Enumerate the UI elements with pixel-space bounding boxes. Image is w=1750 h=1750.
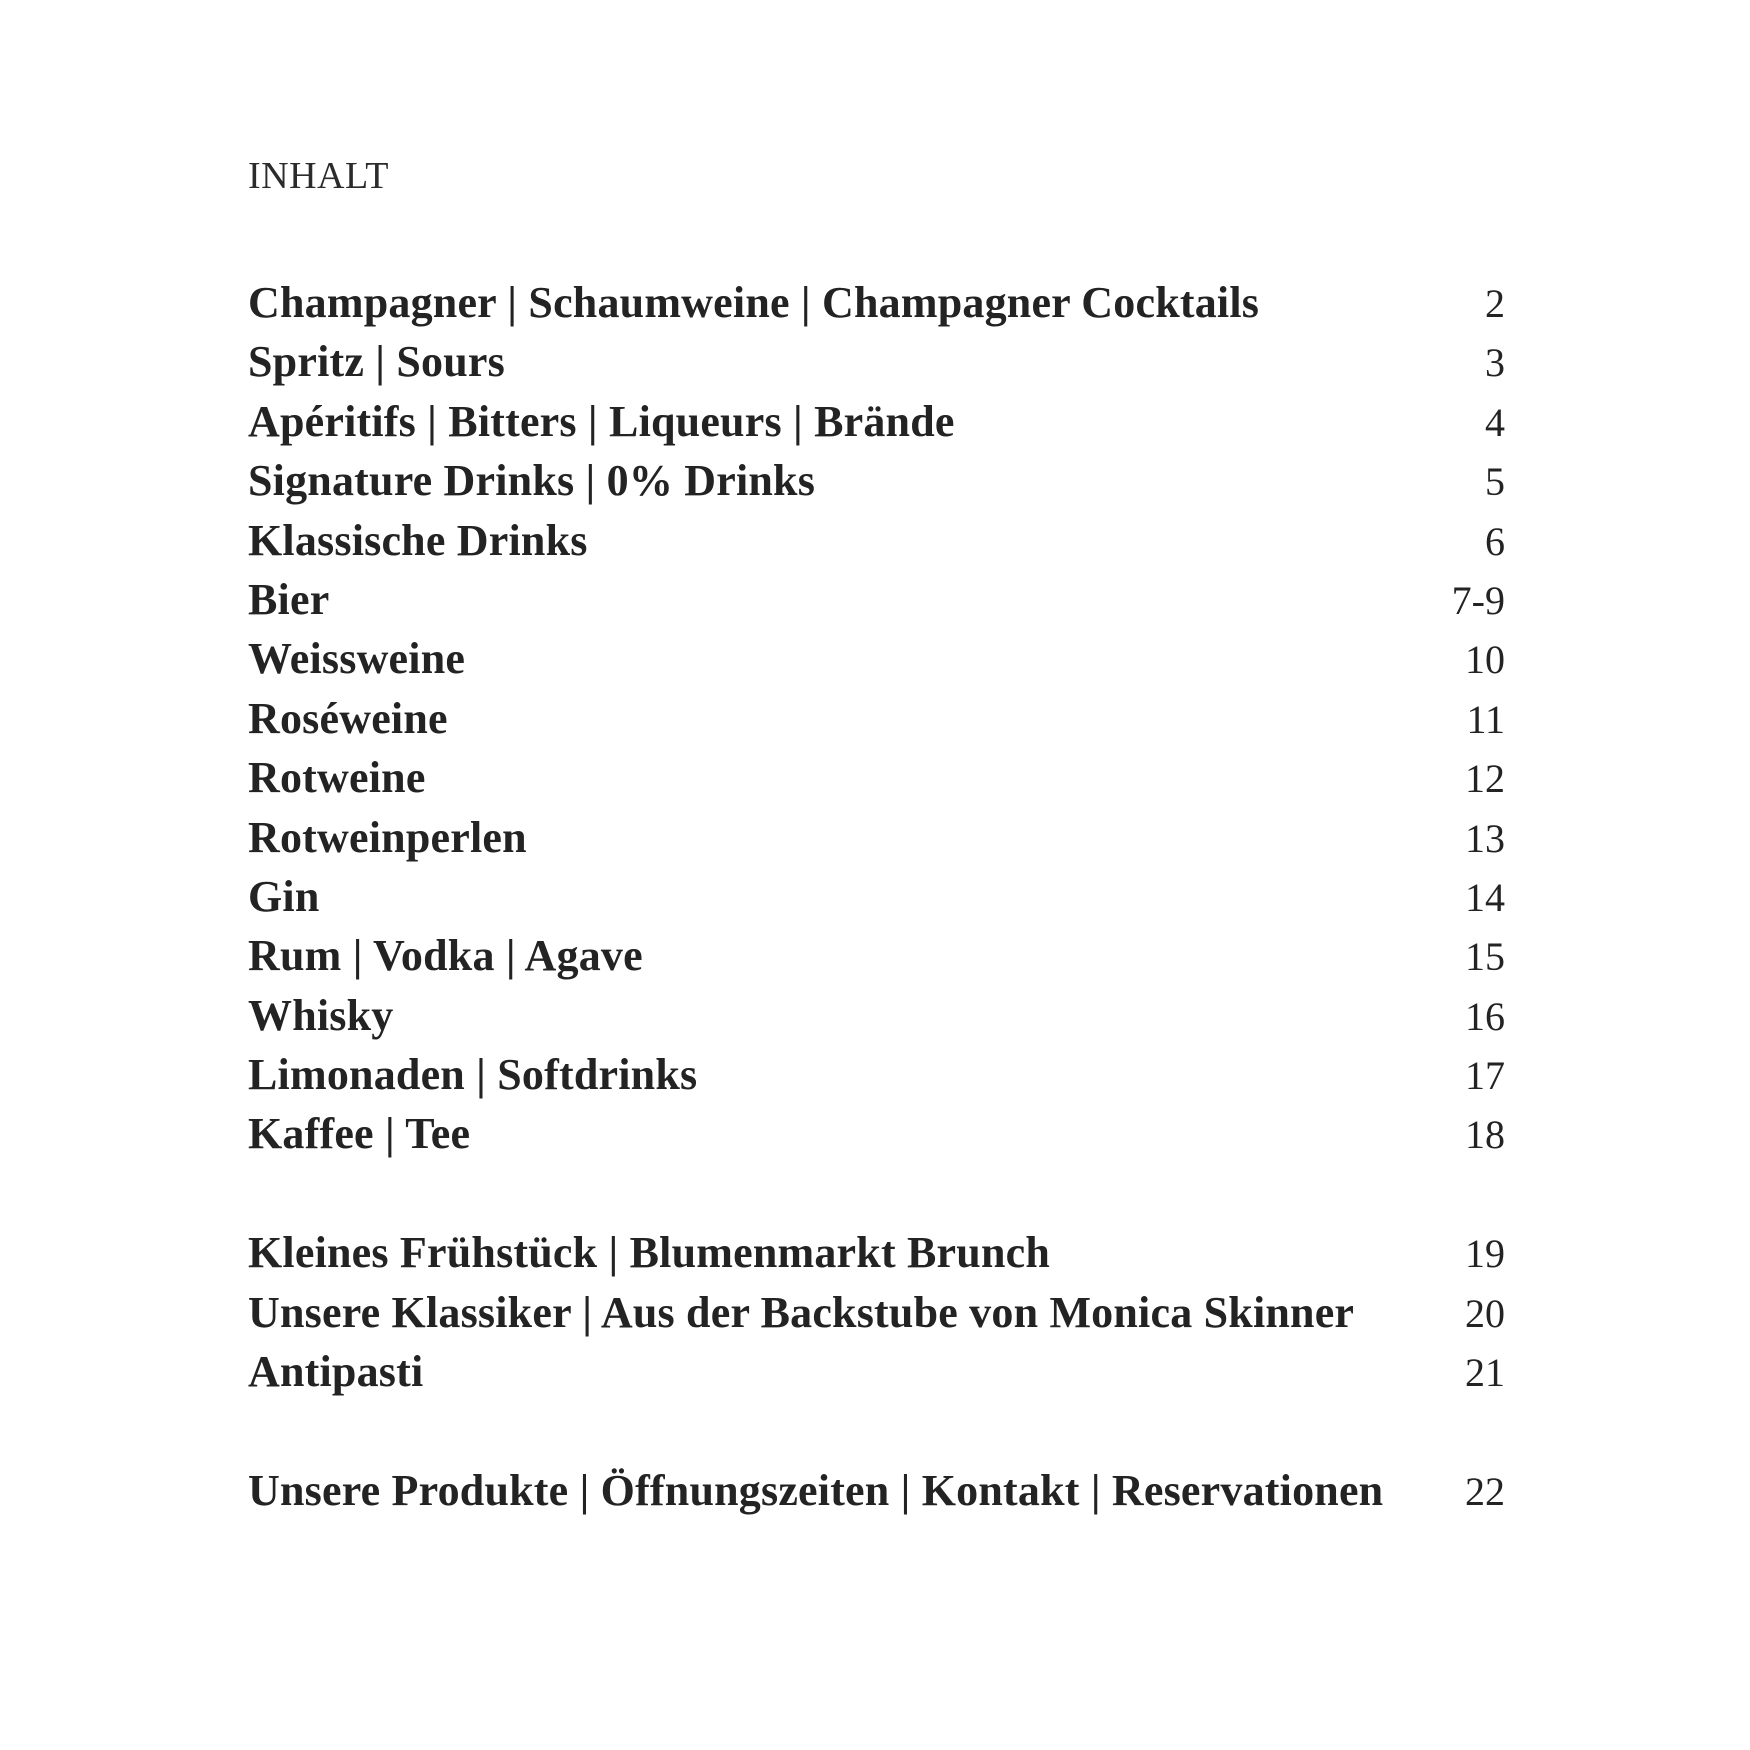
toc-entry-label: Apéritifs | Bitters | Liqueurs | Brände bbox=[248, 396, 955, 446]
toc-entry-page: 6 bbox=[1485, 518, 1505, 564]
toc-entry bbox=[248, 332, 1505, 391]
toc-entry-label: Kleines Frühstück | Blumenmarkt Brunch bbox=[248, 1228, 1051, 1278]
toc-entry bbox=[248, 867, 1505, 926]
toc-entry bbox=[248, 1461, 1505, 1520]
toc-entry-label: Signature Drinks | 0% Drinks bbox=[248, 456, 816, 506]
toc-entry bbox=[248, 570, 1505, 629]
toc-entry-page: 20 bbox=[1465, 1290, 1505, 1336]
page-title: INHALT bbox=[248, 155, 389, 197]
toc-entry-label: Champagner | Schaumweine | Champagner Cocktails bbox=[248, 278, 1260, 327]
toc-entry-page: 12 bbox=[1465, 756, 1505, 802]
toc-entry bbox=[248, 689, 1505, 748]
toc-entry bbox=[248, 1104, 1505, 1163]
toc-entry-page: 15 bbox=[1465, 934, 1505, 980]
toc-entry-page: 11 bbox=[1466, 696, 1505, 742]
toc-entry bbox=[248, 808, 1505, 867]
toc-entry-label: Kaffee | Tee bbox=[248, 1109, 471, 1159]
toc-entry-page: 21 bbox=[1465, 1350, 1505, 1396]
toc-entry-page: 2 bbox=[1485, 281, 1505, 326]
toc-entry bbox=[248, 392, 1505, 451]
toc-entry-label: Gin bbox=[248, 871, 320, 921]
toc-entry-label: Bier bbox=[248, 574, 330, 624]
toc-entry-page: 5 bbox=[1485, 459, 1505, 505]
toc-entry-label: Unsere Produkte | Öffnungszeiten | Kontakt | Reservationen bbox=[248, 1465, 1384, 1515]
toc-entry-page: 19 bbox=[1465, 1231, 1505, 1277]
toc-entry-label: Weissweine bbox=[248, 634, 466, 684]
section-gap bbox=[248, 1401, 1505, 1460]
toc-entry-label: Unsere Klassiker | Aus der Backstube von Monica Skinner bbox=[248, 1287, 1355, 1337]
toc-entry-page: 18 bbox=[1465, 1112, 1505, 1158]
toc-entry-label: Roséweine bbox=[248, 693, 448, 743]
toc-entry bbox=[248, 1342, 1505, 1401]
toc-entry-label: Whisky bbox=[248, 990, 394, 1040]
toc-entry-label: Rotweine bbox=[248, 753, 426, 803]
toc-entry-label: Rum | Vodka | Agave bbox=[248, 931, 643, 981]
toc-entry bbox=[248, 273, 1505, 332]
toc-entry-page: 10 bbox=[1465, 637, 1505, 683]
toc-entry-page: 3 bbox=[1485, 340, 1505, 386]
toc-entry-label: Antipasti bbox=[248, 1347, 424, 1397]
toc-entry bbox=[248, 1283, 1505, 1342]
toc-entry-page: 22 bbox=[1465, 1468, 1505, 1514]
toc-entry bbox=[248, 1223, 1505, 1282]
toc-entry-label: Klassische Drinks bbox=[248, 515, 588, 565]
section-gap bbox=[248, 1164, 1505, 1223]
toc-entry-page: 7-9 bbox=[1451, 577, 1505, 623]
toc-entry bbox=[248, 451, 1505, 510]
toc-entry-page: 16 bbox=[1465, 993, 1505, 1039]
toc-entry bbox=[248, 1045, 1505, 1104]
toc-entry bbox=[248, 986, 1505, 1045]
toc-entry-label: Limonaden | Softdrinks bbox=[248, 1050, 698, 1100]
toc-entry-page: 13 bbox=[1465, 815, 1505, 861]
toc-entry bbox=[248, 511, 1505, 570]
toc-entry-page: 14 bbox=[1465, 874, 1505, 920]
toc-entry bbox=[248, 748, 1505, 807]
toc-entry-label: Spritz | Sours bbox=[248, 337, 505, 387]
toc-list bbox=[248, 273, 1505, 1520]
toc-entry bbox=[248, 926, 1505, 985]
toc-entry-page: 4 bbox=[1485, 399, 1505, 445]
toc-entry-page: 17 bbox=[1465, 1053, 1505, 1099]
toc-entry-label: Rotweinperlen bbox=[248, 812, 527, 862]
toc-entry bbox=[248, 629, 1505, 688]
